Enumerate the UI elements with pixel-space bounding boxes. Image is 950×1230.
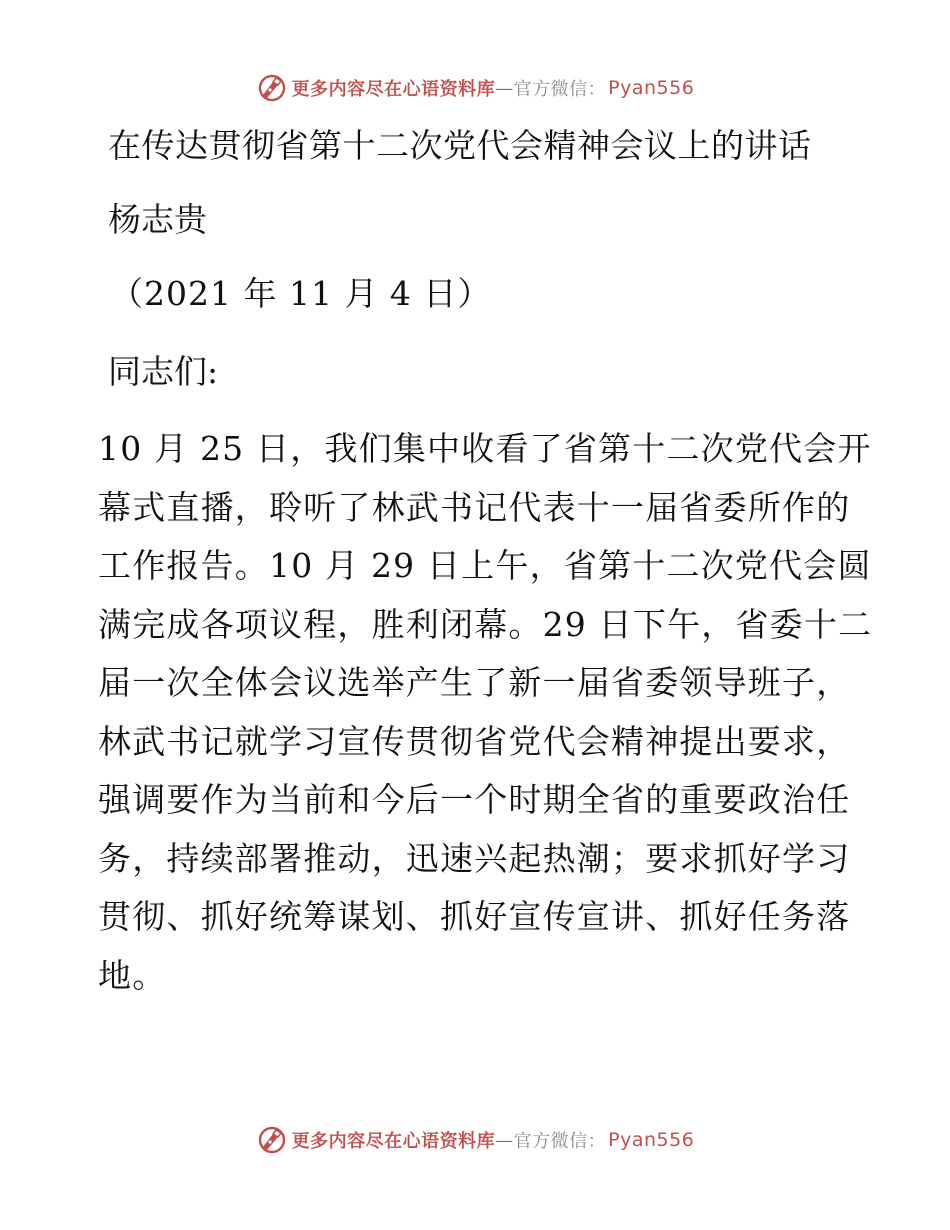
watermark-dash: — xyxy=(495,77,514,99)
document-author: 杨志贵 xyxy=(108,200,207,239)
watermark-wechat-label: 官方微信： xyxy=(513,79,607,100)
paragraph-line: 满完成各项议程，胜利闭幕。29 日下午，省委十二 xyxy=(98,604,873,644)
paragraph-line: 地。 xyxy=(98,955,167,995)
paragraph-line: 10 月 25 日，我们集中收看了省第十二次党代会开 xyxy=(98,429,872,468)
watermark-wechat-account: Pyan556 xyxy=(608,77,695,99)
watermark-site-text: 更多内容尽在心语资料库 xyxy=(291,79,496,100)
paragraph-line: 强调要作为当前和今后一个时期全省的重要政治任 xyxy=(98,780,851,819)
paragraph-line: 届一次全体会议选举产生了新一届省委领导班子， xyxy=(98,663,851,702)
paragraph-line: 贯彻、抓好统筹谋划、抓好宣传宣讲、抓好任务落 xyxy=(98,897,851,936)
document-title: 在传达贯彻省第十二次党代会精神会议上的讲话 xyxy=(108,126,812,165)
pen-nib-icon xyxy=(256,1124,288,1156)
watermark-wechat-label: 官方微信： xyxy=(513,1131,607,1152)
watermark-wechat-account: Pyan556 xyxy=(608,1129,695,1151)
document-greeting: 同志们: xyxy=(108,352,219,391)
paragraph-line: 林武书记就学习宣传贯彻省党代会精神提出要求， xyxy=(98,721,851,761)
watermark-dash: — xyxy=(495,1129,514,1151)
document-paragraph xyxy=(98,420,873,1005)
footer-watermark-banner xyxy=(0,1124,950,1156)
pen-nib-icon xyxy=(256,72,288,104)
watermark-site-text: 更多内容尽在心语资料库 xyxy=(291,1131,496,1152)
paragraph-line: 务，持续部署推动，迅速兴起热潮；要求抓好学习 xyxy=(98,838,851,878)
paragraph-line: 工作报告。10 月 29 日上午，省第十二次党代会圆 xyxy=(98,546,872,585)
document-date: （2021 年 11 月 4 日） xyxy=(110,274,492,313)
header-watermark-banner xyxy=(0,72,950,104)
paragraph-line: 幕式直播，聆听了林武书记代表十一届省委所作的 xyxy=(98,487,851,527)
